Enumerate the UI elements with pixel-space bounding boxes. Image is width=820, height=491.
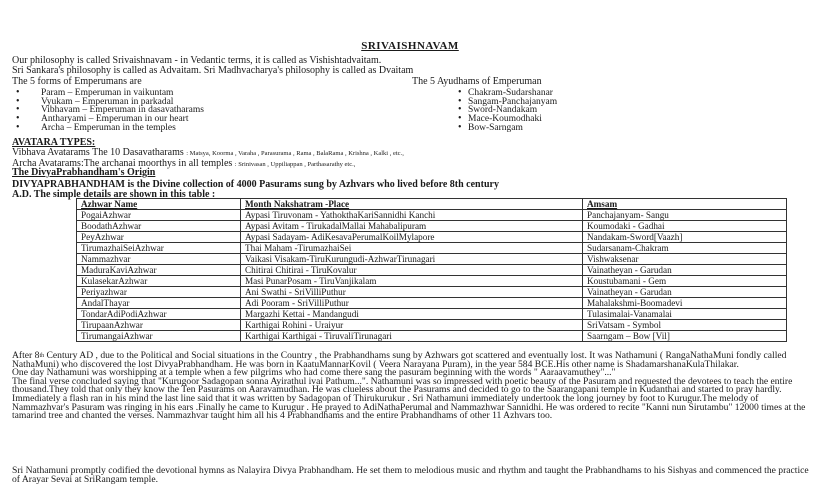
origin-story <box>12 352 812 421</box>
column-header-month-place: Month Nakshatram -Place <box>241 199 583 210</box>
amsam-cell: Vainatheyan - Garudan <box>583 287 787 298</box>
azhwar-name-cell: TirumangaiAzhwar <box>77 331 241 342</box>
list-item: • Param – Emperuman in vaikuntam <box>12 89 412 98</box>
ayudhams-heading: The 5 Ayudhams of Emperuman <box>412 76 542 87</box>
month-place-cell: Karthigai Rohini - Uraiyur <box>241 320 583 331</box>
month-place-cell: Karthigai Karthigai - TiruvaliTirunagari <box>241 331 583 342</box>
ayudhams-column <box>412 77 812 132</box>
table-row <box>77 232 787 243</box>
table-row <box>77 320 787 331</box>
story-paragraph: The final verse concluded saying that "Kurugoor Sadagopan sonna Ayirathul ivai Pathum...". Nathamuni was so impressed with poetic beauty of the Pasuram and requested the devotees to teach the entire thousand.They told that only they know the Ten Pasurams on Aaravamudhan. He was clueless about the Pasurams and decided to go to the Saarangapani temple in Kudanthai and started to pray hardly. Immediately a flash ran in his mind the last line said that it was written by Sadagopan of Thirukurukur . Sri Nathamuni immediately undertook the long journey by foot to Kurugur.The melody of Nammazhvar's Pasuram was ringing in his ears .Finally he came to Kurugur . He prayed to AdiNathaPerumal and Nammazhwar Sannidhi. He was ordered to recite "Kanni nun Sirutambu" 12000 times at the tamarind tree and chanted the verses. Nammazhvar taught him all his 4 Prabhandhams and the entire Prabhandhams of other 11 Azhvars too. <box>12 375 806 422</box>
archa-text: Archa Avatarams:The archanai moorthys in all temples <box>12 158 233 169</box>
closing-paragraph: Sri Nathamuni promptly codified the devotional hymns as Nalayira Divya Prabhandham. He set them to melodious music and rhythm and taught the Prabhandhams to his Sishyas and commenced the practice of Arayar Sevai at SriRangam temple. <box>12 465 809 485</box>
vibhava-text: s The 10 Dasavatharams <box>85 147 184 158</box>
azhwar-table <box>76 198 787 342</box>
intro-paragraph <box>12 56 812 76</box>
divya-description <box>12 180 812 199</box>
list-item: • Sangam-Panchajanyam <box>412 98 812 107</box>
forms-list <box>12 89 412 132</box>
divya-desc-line: A.D. The simple details are shown in this table : <box>12 188 216 200</box>
amsam-cell: Saarngam – Bow [Vil] <box>583 331 787 342</box>
story-superscript: th <box>39 353 45 359</box>
month-place-cell: Vaikasi Visakam-TiruKurungudi-AzhwarTirunagari <box>241 254 583 265</box>
amsam-cell: Nandakam-Sword[Vaazh] <box>583 232 787 243</box>
amsam-cell: SriVatsam - Symbol <box>583 320 787 331</box>
table-row <box>77 298 787 309</box>
azhwar-name-cell: PeyAzhwar <box>77 232 241 243</box>
month-place-cell: Masi PunarPosam - TiruVanjikalam <box>241 276 583 287</box>
avatara-heading: AVATARA TYPES: <box>12 137 96 148</box>
list-item: • Chakram-Sudarshanar <box>412 89 812 98</box>
azhwar-name-cell: KulasekarAzhwar <box>77 276 241 287</box>
month-place-cell: Ani Swathi - SriVilliPuthur <box>241 287 583 298</box>
azhwar-name-cell: TondarAdiPodiAzhwar <box>77 309 241 320</box>
list-item: • Sword-Nandakam <box>412 106 812 115</box>
archa-examples: : Srinivasan , Uppiliappan , Parthasarathy etc., <box>234 161 356 168</box>
divya-desc-line: DIVYAPRABHANDHAM is the Divine collection of 4000 Pasurams sung by Azhvars who lived before 8th century <box>12 179 499 190</box>
intro-line: Sri Sankara's philosophy is called as Advaitam. Sri Madhvacharya's philosophy is called as Dvaitam <box>12 65 414 76</box>
month-place-cell: Thai Maham -TirumazhaiSei <box>241 243 583 254</box>
list-item: • Vibhavam – Emperuman in dasavatharams <box>12 106 412 115</box>
amsam-cell: Koustubamani - Gem <box>583 276 787 287</box>
ayudhams-list <box>412 89 812 132</box>
story-text: Century AD , due to the Political and Social situations in the Country , the Prabhandhams sung by Azhwars got scattered and eventually lost. It was Nathamuni ( RangaNathaMuni fondly called NathaMuni) who discovered the lost DivyaPrabhandham. He was born in KaatuMannarKovil ( Veera Narayana Puram), in the year 584 BCE.His other name is ShadamarshanaKulaThilakar. <box>12 350 787 370</box>
table-header-row <box>77 199 787 210</box>
vibhava-examples: : Matsya, Koorma , Varaha , Parasurama , Rama , BalaRama , Krishna , Kalki , etc., <box>186 150 404 157</box>
list-item: • Vyukam – Emperuman in parkadal <box>12 98 412 107</box>
azhwar-name-cell: MaduraKaviAzhwar <box>77 265 241 276</box>
avatara-section <box>12 138 812 170</box>
divya-heading: The DivyaPrabhandham's Origin <box>12 167 156 178</box>
azhwar-name-cell: PogaiAzhwar <box>77 210 241 221</box>
month-place-cell: Adi Pooram - SriVilliPuthur <box>241 298 583 309</box>
table-row <box>77 243 787 254</box>
table-row <box>77 221 787 232</box>
azhwar-name-cell: BoodathAzhwar <box>77 221 241 232</box>
table-row <box>77 210 787 221</box>
amsam-cell: Koumodaki - Gadhai <box>583 221 787 232</box>
amsam-cell: Panchajanyam- Sangu <box>583 210 787 221</box>
table-row <box>77 287 787 298</box>
table-row <box>77 254 787 265</box>
story-paragraph: One day Nathamuni was worshipping at a temple when a few pilgrims who had come there sang the pasuram beginning with the words " Aaraavamuthey"..." <box>12 367 616 379</box>
azhwar-name-cell: AndalThayar <box>77 298 241 309</box>
month-place-cell: Chitirai Chitirai - TiruKovalur <box>241 265 583 276</box>
list-item: • Antharyami – Emperuman in our heart <box>12 115 412 124</box>
vibhava-label: Vibhava Avataram <box>12 147 86 158</box>
amsam-cell: Sudarsanam-Chakram <box>583 243 787 254</box>
azhwar-name-cell: TirumazhaiSeiAzhwar <box>77 243 241 254</box>
forms-column <box>12 77 412 132</box>
table-row <box>77 331 787 342</box>
story-text: After 8 <box>12 350 40 361</box>
azhwar-name-cell: TirupaanAzhwar <box>77 320 241 331</box>
table-row <box>77 265 787 276</box>
month-place-cell: Aypasi Avitam - TirukadalMallai Mahabalipuram <box>241 221 583 232</box>
amsam-cell: Tulasimalai-Vanamalai <box>583 309 787 320</box>
month-place-cell: Aypasi Sadayam- AdiKesavaPerumalKoilMylapore <box>241 232 583 243</box>
amsam-cell: Vainatheyan - Garudan <box>583 265 787 276</box>
page-title: SRIVAISHNAVAM <box>361 40 459 52</box>
forms-heading: The 5 forms of Emperumans are <box>12 76 142 87</box>
month-place-cell: Aypasi Tiruvonam - YathokthaKariSannidhi Kanchi <box>241 210 583 221</box>
table-row <box>77 309 787 320</box>
list-item: • Bow-Sarngam <box>412 124 812 133</box>
list-item: • Mace-Koumodhaki <box>412 115 812 124</box>
amsam-cell: Vishwaksenar <box>583 254 787 265</box>
column-header-amsam: Amsam <box>583 199 787 210</box>
amsam-cell: Mahalakshmi-Boomadevi <box>583 298 787 309</box>
intro-line: Our philosophy is called Srivaishnavam - in Vedantic terms, it is called as Vishishtadvaitam. <box>12 55 382 66</box>
month-place-cell: Margazhi Kettai - Mandangudi <box>241 309 583 320</box>
azhwar-name-cell: Nammazhvar <box>77 254 241 265</box>
azhwar-name-cell: Periyazhwar <box>77 287 241 298</box>
list-item: • Archa – Emperuman in the temples <box>12 124 412 133</box>
table-row <box>77 276 787 287</box>
column-header-azhwar-name: Azhwar Name <box>77 199 241 210</box>
